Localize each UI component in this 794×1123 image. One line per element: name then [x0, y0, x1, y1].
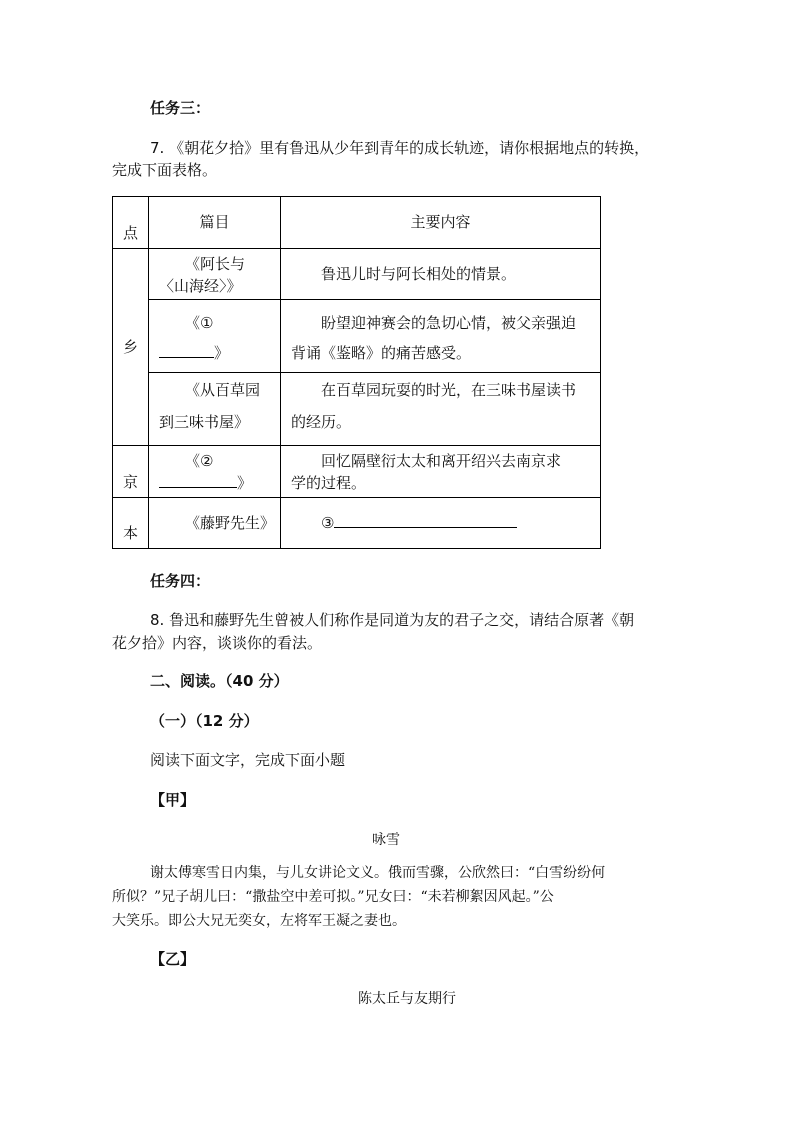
section2-heading: 二、阅读。（40 分） [150, 672, 289, 690]
content-line: 在百草园玩耍的时光，在三味书屋读书 [321, 381, 577, 399]
content-line: 鲁迅儿时与阿长相处的情景。 [321, 265, 517, 283]
passage-jia-line1: 谢太傅寒雪日内集，与儿女讲论文义。俄而雪骤，公欣然曰：“白雪纷纷何 [150, 865, 606, 881]
content-cell [281, 498, 601, 549]
content-line: 盼望迎神赛会的急切心情，被父亲强迫 [321, 314, 577, 332]
passage-jia-line2: 所似？”兄子胡儿曰：“撒盐空中差可拟。”兄女曰：“未若柳絮因风起。”公 [112, 889, 554, 905]
table-row [113, 446, 601, 498]
passage-jia-line3: 大笑乐。即公大兄无奕女，左将军王凝之妻也。 [112, 913, 406, 929]
reading-instruction: 阅读下面文字，完成下面小题 [150, 751, 346, 769]
place-xiang: 乡 [113, 249, 149, 446]
title-cell [149, 249, 281, 300]
title-line: 《从百草园 [185, 381, 261, 399]
passage-jia-title: 咏雪 [372, 832, 400, 848]
content-cell [281, 300, 601, 373]
table-row [113, 498, 601, 549]
task3-heading: 任务三： [150, 99, 211, 117]
header-place: 点 [113, 197, 149, 249]
question-8-line2: 花夕拾》内容，谈谈你的看法。 [112, 634, 323, 652]
table-header-row [113, 197, 601, 249]
content-cell [281, 373, 601, 446]
passage-yi-title: 陈太丘与友期行 [358, 991, 456, 1007]
title-cell [149, 300, 281, 373]
passage-jia-label: 【甲】 [150, 791, 196, 809]
title-line: 《① [185, 314, 214, 332]
table-row [113, 300, 601, 373]
title-line: 》 [214, 344, 230, 362]
answer-blank-1[interactable] [159, 342, 214, 358]
table-row [113, 373, 601, 446]
content-cell [281, 446, 601, 498]
title-line: 到三味书屋》 [159, 413, 250, 431]
passage-yi-label: 【乙】 [150, 950, 196, 968]
question-7-line1: 7. 《朝花夕拾》里有鲁迅从少年到青年的成长轨迹，请你根据地点的转换， [150, 139, 650, 157]
header-content: 主要内容 [281, 197, 601, 249]
answer-blank-2[interactable] [159, 472, 237, 488]
part1-heading: （一）（12 分） [150, 712, 259, 730]
task4-heading: 任务四： [150, 572, 211, 590]
title-cell [149, 498, 281, 549]
place-jing: 京 [113, 446, 149, 498]
title-line: 》 [237, 474, 253, 492]
question-8-line1: 8. 鲁迅和藤野先生曾被人们称作是同道为友的君子之交，请结合原著《朝 [150, 611, 635, 629]
content-line: 学的过程。 [291, 474, 367, 492]
content-line: 背诵《鉴略》的痛苦感受。 [291, 344, 472, 362]
answer-blank-3[interactable] [334, 512, 517, 528]
growth-track-table [112, 196, 601, 549]
title-line: 〈山海经〉》 [159, 277, 242, 295]
title-cell [149, 373, 281, 446]
place-ben: 本 [113, 498, 149, 549]
title-line: 《藤野先生》 [185, 514, 276, 532]
header-title: 篇目 [149, 197, 281, 249]
table-row [113, 249, 601, 300]
title-line: 《② [185, 452, 214, 470]
title-cell [149, 446, 281, 498]
content-line: 回忆隔壁衍太太和离开绍兴去南京求 [321, 452, 562, 470]
content-line: 的经历。 [291, 413, 352, 431]
content-cell [281, 249, 601, 300]
question-7-line2: 完成下面表格。 [112, 161, 218, 179]
title-line: 《阿长与 [185, 255, 246, 273]
answer-3-marker: ③ [321, 514, 335, 532]
